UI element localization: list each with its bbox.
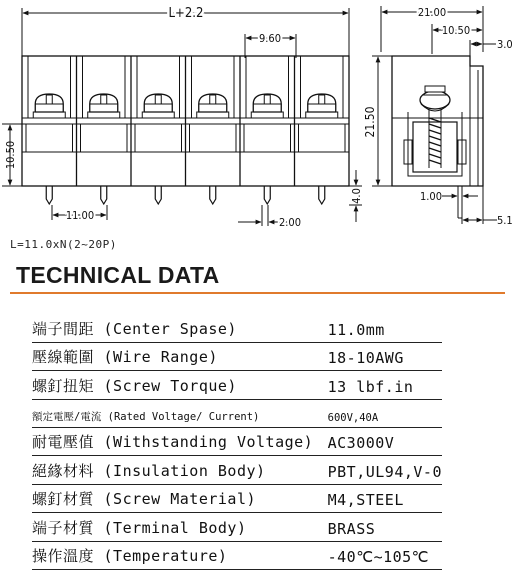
spec-value: AC3000V	[320, 428, 442, 456]
terminal-cell	[131, 56, 182, 186]
spec-label: 端子材質 (Terminal Body)	[32, 513, 320, 541]
spec-row-withstanding-voltage	[32, 428, 442, 456]
spec-row-terminal-body	[32, 513, 442, 541]
spec-row-temperature	[32, 541, 442, 569]
terminal-cells	[26, 56, 345, 186]
pin	[319, 186, 325, 204]
terminal-cell	[295, 56, 346, 186]
screw-icon	[306, 94, 338, 118]
length-formula: L=11.0xN(2~20P)	[10, 238, 117, 251]
spec-value: M4,STEEL	[320, 484, 442, 512]
spec-value: -40℃~105℃	[320, 541, 442, 569]
spec-label: 耐電壓值 (Withstanding Voltage)	[32, 428, 320, 456]
pin	[101, 186, 107, 204]
dim-side-lead-offset: 5.1	[497, 214, 513, 227]
dim-side-upper: 10.50	[441, 24, 471, 37]
spec-table	[32, 314, 442, 570]
technical-drawing	[0, 0, 515, 262]
spec-label: 端子間距 (Center Spase)	[32, 314, 320, 342]
spec-row-rated-voltage	[32, 399, 442, 427]
spec-label: 螺釘材質 (Screw Material)	[32, 484, 320, 512]
terminal-cell	[26, 56, 73, 152]
dim-pin-width: 2.00	[278, 216, 302, 229]
pin	[46, 186, 52, 204]
screw-icon	[88, 94, 120, 118]
dim-pin-length: 4.0	[350, 188, 363, 204]
spec-row-screw-torque	[32, 371, 442, 399]
spec-value: 13 lbf.in	[320, 371, 442, 399]
pin	[210, 186, 216, 204]
dim-pin-spacing: 11.00	[65, 209, 95, 222]
dim-pitch: 9.60	[258, 32, 282, 45]
spec-label: 螺釘扭矩 (Screw Torque)	[32, 371, 320, 399]
screw-icon	[142, 94, 174, 118]
section-title: TECHNICAL DATA	[16, 262, 220, 288]
dim-pin-height: 10.50	[4, 140, 17, 170]
terminal-cell	[240, 56, 291, 186]
dim-side-width: 21.00	[417, 6, 447, 19]
dim-side-lead: 1.00	[419, 190, 443, 203]
spec-value: 600V,40A	[320, 399, 442, 427]
spec-row-wire-range	[32, 342, 442, 370]
terminal-cell	[186, 56, 237, 186]
screw-icon	[251, 94, 283, 118]
terminal-cell	[77, 56, 128, 186]
pins	[46, 186, 325, 204]
title-rule	[10, 292, 505, 294]
spec-label: 壓線範圍 (Wire Range)	[32, 342, 320, 370]
spec-label: 額定電壓/電流 (Rated Voltage/ Current)	[32, 399, 320, 427]
dim-side-offset: 3.0	[497, 38, 513, 51]
dim-overall-length: L+2.2	[168, 6, 204, 21]
spec-row-insulation-body	[32, 456, 442, 484]
spec-label: 操作溫度 (Temperature)	[32, 541, 320, 569]
spec-value: BRASS	[320, 513, 442, 541]
pin	[264, 186, 270, 204]
pin	[155, 186, 161, 204]
spec-row-screw-material	[32, 484, 442, 512]
screw-icon	[197, 94, 229, 118]
screw-icon	[33, 94, 65, 118]
spec-label: 絕緣材料 (Insulation Body)	[32, 456, 320, 484]
spec-value: PBT,UL94,V-0	[320, 456, 442, 484]
dim-side-height: 21.50	[363, 106, 377, 138]
spec-row-center-space	[32, 314, 442, 342]
spec-value: 11.0mm	[320, 314, 442, 342]
spec-value: 18-10AWG	[320, 342, 442, 370]
